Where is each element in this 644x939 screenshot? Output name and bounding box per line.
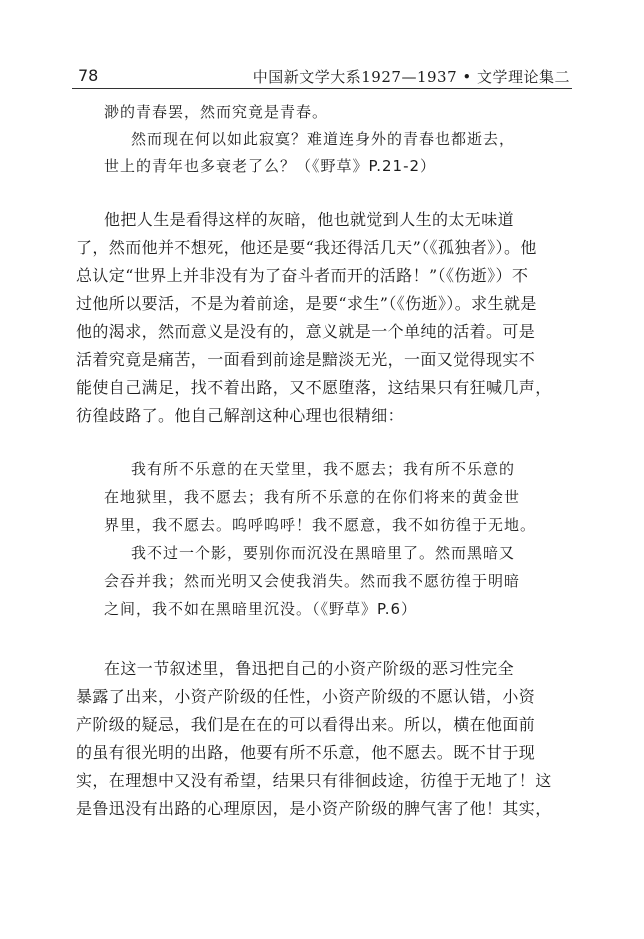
body-line: 活着究竟是痛苦，一面看到前途是黯淡无光，一面又觉得现实不 xyxy=(76,350,536,369)
body-line: 彷徨歧路了。他自己解剖这种心理也很精细： xyxy=(76,406,405,425)
quote-line: 我不过一个影，要别你而沉没在黑暗里了。然而黑暗又 xyxy=(131,544,516,562)
body-line: 他的渴求，然而意义是没有的，意义就是一个单纯的活着。可是 xyxy=(76,322,536,341)
page-header xyxy=(72,64,572,89)
quote-line: 之间，我不如在黑暗里沉没。（《野草》P.6） xyxy=(104,600,418,618)
quote-line: 然而现在何以如此寂寞？难道连身外的青春也都逝去， xyxy=(131,130,516,148)
body-line: 是鲁迅没有出路的心理原因，是小资产阶级的脾气害了他！其实， xyxy=(76,799,552,818)
body-line: 的虽有很光明的出路，他要有所不乐意，他不愿去。既不甘于现 xyxy=(76,743,536,762)
body-line: 了，然而他并不想死，他还是要“我还得活几天”（《孤独者》）。他 xyxy=(76,238,537,257)
body-line: 过他所以要活，不是为着前途，是要“求生”（《伤逝》）。求生就是 xyxy=(76,294,537,313)
quote-line: 我有所不乐意的在天堂里，我不愿去；我有所不乐意的 xyxy=(131,460,516,478)
body-line: 能使自己满足，找不着出路，又不愿堕落，这结果只有狂喊几声， xyxy=(76,378,552,397)
quote-line: 界里，我不愿去。呜呼呜呼！我不愿意，我不如彷徨于无地。 xyxy=(104,516,537,534)
running-title: 中国新文学大系1927—1937 • 文学理论集二 xyxy=(252,68,570,86)
page-number: 78 xyxy=(78,66,99,85)
quote-line: 世上的青年也多衰老了么？（《野草》P.21-2） xyxy=(104,157,437,175)
body-line: 暴露了出来，小资产阶级的任性，小资产阶级的不愿认错，小资 xyxy=(76,687,536,706)
quote-line: 在地狱里，我不愿去；我有所不乐意的在你们将来的黄金世 xyxy=(104,488,521,506)
quote-line: 渺的青春罢，然而究竟是青春。 xyxy=(104,103,329,121)
body-line: 他把人生是看得这样的灰暗，他也就觉到人生的太无味道 xyxy=(104,210,515,229)
quote-line: 会吞并我；然而光明又会使我消失。然而我不愿彷徨于明暗 xyxy=(104,572,521,590)
body-line: 产阶级的疑忌，我们是在在的可以看得出来。所以，横在他面前 xyxy=(76,715,536,734)
body-line: 在这一节叙述里，鲁迅把自己的小资产阶级的恶习性完全 xyxy=(104,659,515,678)
body-line: 实，在理想中又没有希望，结果只有徘徊歧途，彷徨于无地了！这 xyxy=(76,771,552,790)
body-line: 总认定“世界上并非没有为了奋斗者而开的活路！”（《伤逝》）不 xyxy=(76,266,529,285)
